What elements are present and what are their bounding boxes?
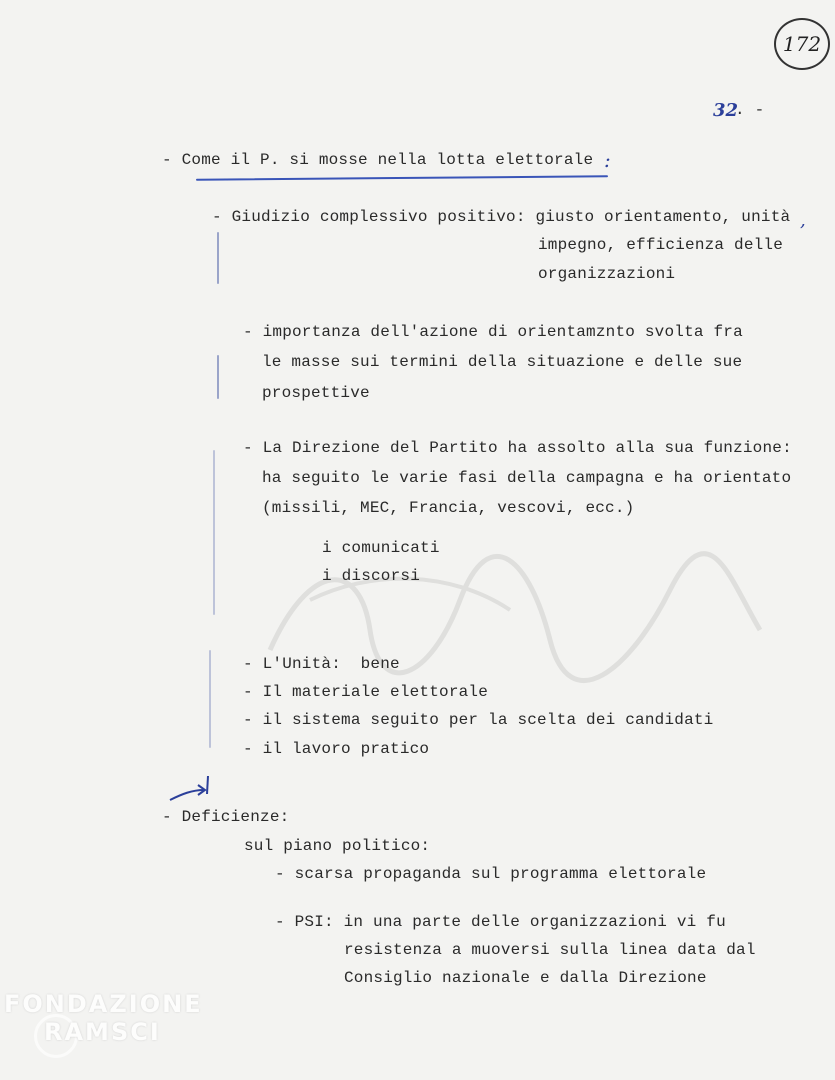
- margin-mark: [217, 232, 219, 284]
- list-item: - il lavoro pratico: [243, 740, 430, 758]
- direction-line-1: - La Direzione del Partito ha assolto alla sua funzione:: [243, 439, 792, 457]
- watermark-line-2: RAMSCI: [44, 1018, 161, 1046]
- deficiency-item-2-line-1: - PSI: in una parte delle organizzazioni vi fu: [275, 913, 726, 931]
- foundation-watermark: [4, 990, 214, 1065]
- judgment-line-3: organizzazioni: [538, 265, 676, 283]
- page-heading: - Come il P. si mosse nella lotta elettorale: [162, 151, 594, 169]
- importance-line-1: - importanza dell'azione di orientamznto svolta fra: [243, 323, 743, 341]
- margin-mark: [213, 450, 215, 615]
- importance-line-2: le masse sui termini della situazione e delle sue: [262, 353, 743, 371]
- direction-line-2: ha seguito le varie fasi della campagna e ha orientato: [262, 469, 792, 487]
- direction-line-3: (missili, MEC, Francia, vescovi, ecc.): [262, 499, 635, 517]
- deficiency-item-1: - scarsa propaganda sul programma elettorale: [275, 865, 707, 883]
- deficiencies-subtitle: sul piano politico:: [244, 837, 431, 855]
- heading-underline: [196, 175, 608, 181]
- deficiency-item-2-line-2: resistenza a muoversi sulla linea data dal: [344, 941, 756, 959]
- direction-sub-1: i comunicati: [322, 539, 440, 557]
- judgment-line-2: impegno, efficienza delle: [538, 236, 784, 254]
- judgment-line-1: - Giudizio complessivo positivo: giusto orientamento, unità: [212, 208, 791, 226]
- importance-line-3: prospettive: [262, 384, 370, 402]
- list-item: - il sistema seguito per la scelta dei candidati: [243, 711, 714, 729]
- page-number-suffix: . -: [735, 101, 765, 119]
- watermark-line-1: FONDAZIONE: [4, 990, 203, 1018]
- deficiency-item-2-line-3: Consiglio nazionale e dalla Direzione: [344, 969, 707, 987]
- margin-mark: [217, 355, 219, 399]
- deficiencies-title: - Deficienze:: [162, 808, 290, 826]
- judgment-hand-comma: ,: [800, 210, 806, 231]
- heading-hand-colon: :: [604, 148, 611, 172]
- margin-mark: [209, 650, 211, 748]
- list-item: - Il materiale elettorale: [243, 683, 489, 701]
- direction-sub-2: i discorsi: [322, 567, 421, 585]
- page-number-handwritten: 32: [713, 100, 739, 121]
- list-item: - L'Unità: bene: [243, 655, 400, 673]
- archive-stamp: [774, 18, 830, 70]
- hand-arrow-icon: [166, 770, 214, 806]
- archive-stamp-number: 172: [782, 32, 822, 56]
